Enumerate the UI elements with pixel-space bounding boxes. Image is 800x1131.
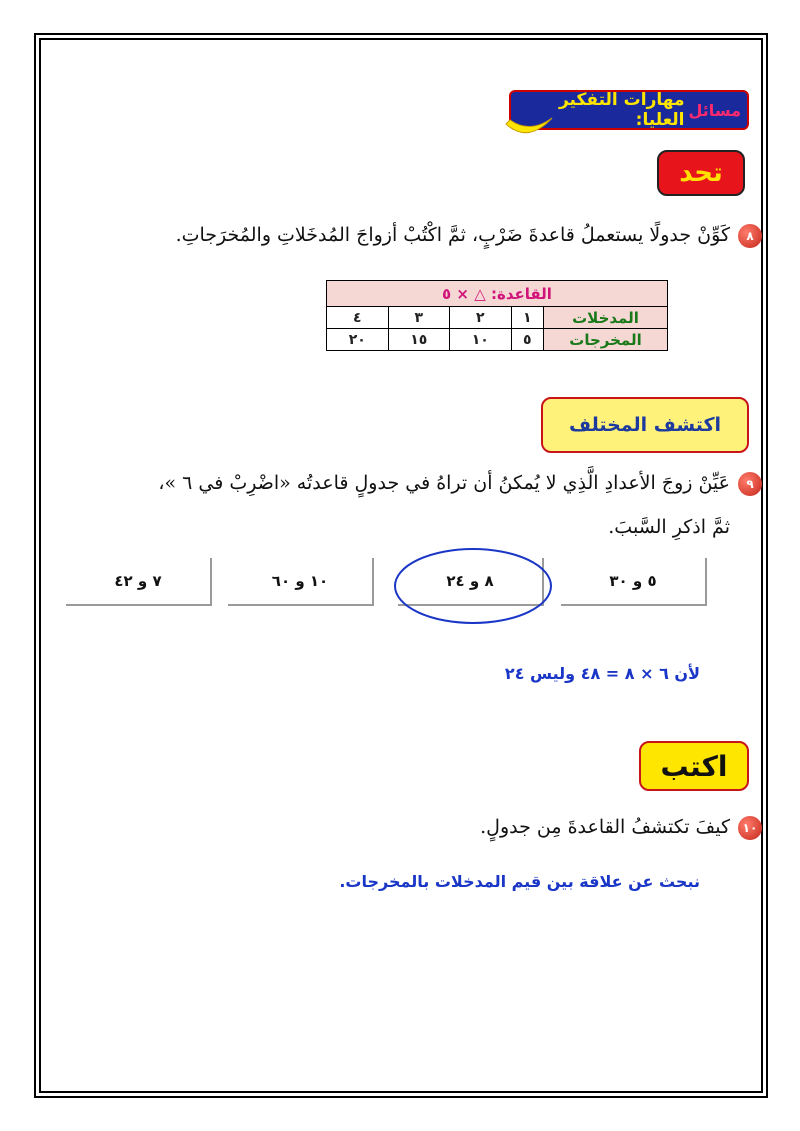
input-cell: ٢ [450,307,512,329]
input-cell: ٤ [327,307,389,329]
rule-header: القاعدة: △ × ٥ [327,281,668,307]
output-cell: ٢٠ [327,329,389,351]
section-discover-badge: اكتشف المختلف [541,397,749,453]
inputs-row [327,307,668,329]
question-9-number: ٩ [738,472,762,496]
output-cell: ١٠ [450,329,512,351]
question-8 [176,224,762,248]
choice-card[interactable]: ٥ و ٣٠ [561,558,707,606]
question-9-answer: لأن ٦ × ٨ = ٤٨ وليس ٢٤ [504,664,700,683]
question-8-text: كَوِّنْ جدولًا يستعملُ قاعدةَ ضَرْبٍ، ثمَّ اكْتُبْ أزواجَ المُدخَلاتِ والمُخرَجاتِ. [175,224,730,246]
outputs-label: المخرجات [544,329,668,351]
question-10-number: ١٠ [738,816,762,840]
outputs-row [327,329,668,351]
question-8-number: ٨ [738,224,762,248]
section-write-badge: اكتب [639,741,749,791]
question-9-text-line1: عَيِّنْ زوجَ الأعدادِ الَّذِي لا يُمكنُ أن تراهُ في جدولٍ قاعدتُه «اضْرِبْ في ٦ »، [158,472,730,494]
question-10-answer: نبحث عن علاقة بين قيم المدخلات بالمخرجات. [339,872,700,891]
output-cell: ١٥ [388,329,450,351]
choice-card[interactable]: ١٠ و ٦٠ [228,558,374,606]
question-10-text: كيفَ تكتشفُ القاعدةَ مِن جدولٍ. [480,816,730,838]
selected-answer-circle [392,546,554,626]
choice-card[interactable]: ٧ و ٤٢ [66,558,212,606]
input-cell: ١ [511,307,543,329]
question-10 [480,816,762,840]
question-9-line2: ثمَّ اذكرِ السَّببَ. [608,516,730,538]
section-challenge-badge: تحد [657,150,745,196]
skills-title-text: مهارات التفكير العليا: [558,90,685,130]
choice-card[interactable]: ٨ و ٢٤ [398,558,544,606]
input-cell: ٣ [388,307,450,329]
inputs-label: المدخلات [544,307,668,329]
question-9 [158,472,762,496]
crescent-moon-icon [500,94,558,138]
skills-title-prefix: مسائل [688,100,741,120]
rule-table [326,280,668,351]
output-cell: ٥ [511,329,543,351]
